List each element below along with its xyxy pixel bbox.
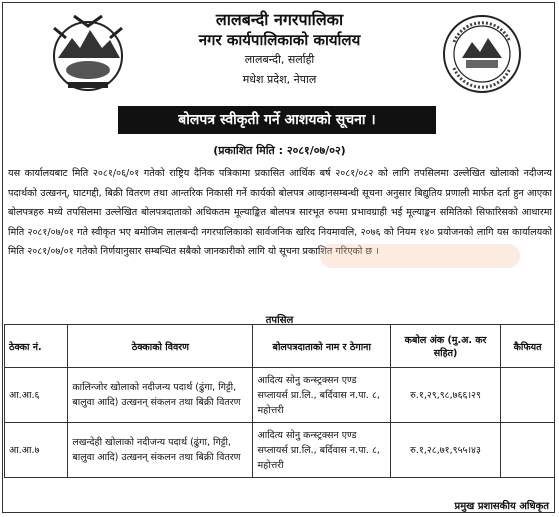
- remarks: [501, 368, 555, 423]
- header-remarks: कैफियत: [501, 325, 555, 368]
- header-bidder: बोलपत्रदाताको नाम र ठेगाना: [253, 325, 391, 368]
- header-contract-desc: ठेक्काको विवरण: [68, 325, 253, 368]
- signatory: प्रमुख प्रशासकीय अधिकृत: [454, 501, 549, 512]
- bidder-name: आदित्य सोनु कन्स्ट्रक्सन एण्ड सप्लायर्स प्रा.लि., बर्दिवास न.पा. ८, महोत्तरी: [253, 423, 391, 478]
- watermark-icon: [320, 236, 520, 276]
- table-row: [5, 368, 555, 423]
- contract-desc: लखन्देही खोलाको नदीजन्य पदार्थ (ढुंगा, गिट्टी, बालुवा आदि) उत्खनन् संकलन तथा बिक्री वितरण: [68, 423, 253, 478]
- published-date: (प्रकाशित मिति : २०८१/०७/०२): [213, 144, 346, 157]
- schedule-label: तपसिल: [265, 315, 294, 326]
- tender-table: [4, 324, 555, 478]
- office-location: लालबन्दी, सर्लाही: [244, 53, 315, 66]
- bid-amount: रु.१,२८,७१,९५५।४३: [390, 423, 500, 478]
- bid-amount: रु.१,२९,९८,७६६।२९: [390, 368, 500, 423]
- contract-no: आ.आ.६: [5, 368, 68, 423]
- remarks: [501, 423, 555, 478]
- header-contract-no: ठेक्का नं.: [5, 325, 68, 368]
- office-name: नगर कार्यपालिकाको कार्यालय: [198, 31, 361, 49]
- contract-desc: कालिन्जोर खोलाको नदीजन्य पदार्थ (ढुंगा, गिट्टी, बालुवा आदि) उत्खनन् संकलन तथा बिक्री वितरण: [68, 368, 253, 423]
- notice-title: बोलपत्र स्वीकृती गर्ने आशयको सूचना ।: [118, 106, 436, 134]
- contract-no: आ.आ.७: [5, 423, 68, 478]
- table-row: [5, 423, 555, 478]
- municipality-name: लालबन्दी नगरपालिका: [215, 10, 344, 29]
- bidder-name: आदित्य सोनु कन्स्ट्रक्सन एण्ड सप्लायर्स प्रा.लि., बर्दिवास न.पा. ८, महोत्तरी: [253, 368, 391, 423]
- header-amount: कबोल अंक (मु.अ. कर सहित): [390, 325, 500, 368]
- office-province: मधेश प्रदेश, नेपाल: [242, 73, 317, 86]
- notice-body: यस कार्यालयबाट मिति २०८१/०६/०१ गतेको राष्ट्रिय दैनिक पत्रिकामा प्रकासित आर्थिक बर्ष २०८१/०८२ को लागि तपसिलमा उल्लेखित खोलाको नदीजन्य पदार्थको उत्खनन्, घाटगद्दी, बिक्री वितरण तथा आन्तरिक निकासी गर्ने कार्यको बोलपत्र आव्हानसम्बन्धी सूचना अनुसार बिद्युतिय प्रणाली मार्फत दर्ता हुन आएका बोलपत्रहरु मध्ये तपसिलमा उल्लेखित बोलपत्रदाताको अधिकतम मूल्याङ्कित बोलपत्र सारभूत रुपमा प्रभावग्राही भई मूल्याङ्कन समितिको सिफारिसको आधारमा मिति २०८१/०७/०१ गते स्वीकृत भए बमोजिम लालबन्दी नगरपालिकाको सार्वजनिक खरिद नियमावलि, २०७६ को नियम १४० प्रयोजनको लागि यस कार्यालयको मिति २०८१/०७/०१ गतेको निर्णयानुसार सम्बन्धित सबैको जानकारीको लागि यो सूचना प्रकाशित गरिएको छ ।: [8, 168, 552, 257]
